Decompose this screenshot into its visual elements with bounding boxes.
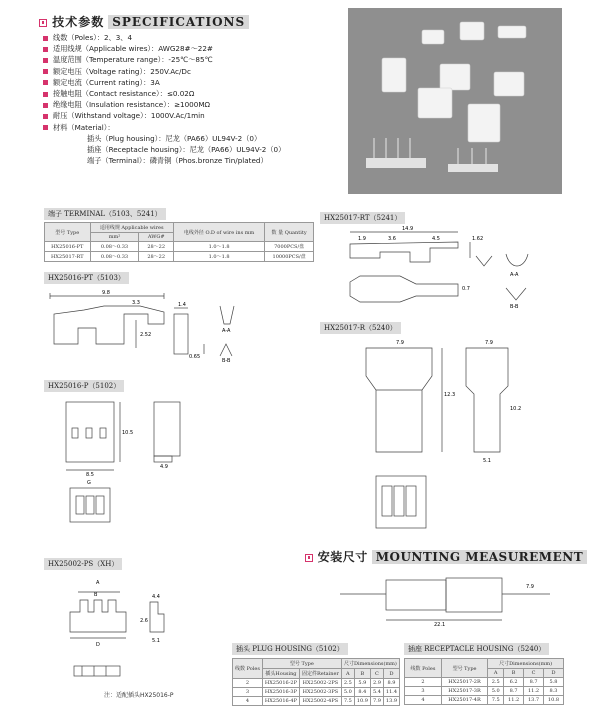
svg-text:0.65: 0.65 xyxy=(189,354,201,360)
svg-text:5.1: 5.1 xyxy=(152,638,160,644)
svg-text:1.62: 1.62 xyxy=(472,236,484,242)
svg-text:5.1: 5.1 xyxy=(483,458,491,464)
table-row: HX25016-PT 0.08～0.33 28～22 1.0～1.8 7000PCS/盘 xyxy=(45,242,314,252)
table-row: 4 HX25016-4P HX25002-4PS 7.5 10.9 7.9 13.9 xyxy=(233,697,400,706)
table-row: 2 HX25017-2R 2.5 6.2 8.7 5.8 xyxy=(405,678,564,687)
terminal-section-label: 端子 TERMINAL（5103、5241） xyxy=(44,208,166,220)
svg-text:A-A: A-A xyxy=(510,272,519,278)
svg-text:3.6: 3.6 xyxy=(388,236,396,242)
svg-text:7.9: 7.9 xyxy=(526,584,534,590)
svg-text:G: G xyxy=(87,480,91,486)
mounting-drawing xyxy=(330,568,570,628)
r-drawing-label: HX25017-R（5240） xyxy=(320,322,401,334)
svg-text:14.9: 14.9 xyxy=(402,226,414,232)
specifications-title: 技术参数 SPECIFICATIONS xyxy=(39,13,249,30)
svg-text:0.7: 0.7 xyxy=(462,286,470,292)
material-item: 插头（Plug housing）：尼龙（PA66）UL94V-2（0） xyxy=(87,133,262,143)
rt-terminal-drawing xyxy=(320,226,560,316)
spec-item: 线数（Poles）：2、3、4 xyxy=(43,32,285,43)
spec-item: 额定电压（Voltage rating）：250V.Ac/Dc xyxy=(43,66,285,77)
pt-drawing-label: HX25016-PT（5103） xyxy=(44,272,129,284)
spec-item: 温度范围（Temperature range）：-25℃～85℃ xyxy=(43,54,285,65)
spec-item: 额定电流（Current rating）：3A xyxy=(43,77,285,88)
svg-text:A: A xyxy=(96,580,100,586)
plug-note: 注：适配插头HX25016-P xyxy=(104,692,174,699)
p-housing-drawing xyxy=(60,396,220,536)
table-row: 3 HX25016-3P HX25002-3PS 5.0 8.4 5.4 11.4 xyxy=(233,688,400,697)
svg-text:1.4: 1.4 xyxy=(178,302,186,308)
svg-text:12.3: 12.3 xyxy=(444,392,456,398)
svg-text:10.2: 10.2 xyxy=(510,406,522,412)
svg-text:4.5: 4.5 xyxy=(432,236,440,242)
section-bullet-icon xyxy=(305,554,313,562)
svg-text:10.5: 10.5 xyxy=(122,430,134,436)
svg-text:B-B: B-B xyxy=(510,304,519,310)
product-photo xyxy=(348,8,562,194)
r-housing-drawing xyxy=(350,336,530,536)
svg-text:4.4: 4.4 xyxy=(152,594,160,600)
ps-retainer-drawing xyxy=(60,572,200,692)
table-row: HX25017-RT 0.08～0.33 28～22 1.0～1.8 10000PCS/盘 xyxy=(45,252,314,262)
receptacle-housing-table: 线数 Poles 型号 Type 尺寸Dimensions(mm) A B C D 2 HX25017-2R 2.5 6.2 8.7 5.8 3 HX25017-3R 5.0 8.7 11.2 8.3 4 HX25017-4R 7.5 11.2 13.7 10.8 xyxy=(404,658,564,705)
spec-item: 材料（Material）： xyxy=(43,122,285,133)
material-item: 端子（Terminal）：磷青铜（Phos.bronze Tin/plated） xyxy=(87,156,268,166)
plug-table-label: 插头 PLUG HOUSING（5102） xyxy=(232,643,348,655)
pt-terminal-drawing xyxy=(44,284,304,364)
svg-text:A-A: A-A xyxy=(222,328,231,334)
plug-housing-table: 线数 Poles 型号 Type 尺寸Dimensions(mm) 插头Housing 固定件Retainer A B C D 2 HX25016-2P HX25002-2PS 2.5 5.9 2.9 8.9 3 HX25016-3P HX25002-3PS 5.0 8.4 5.4 11.4 4 HX25016-4P HX25002-4PS 7.5 10.9 7.9 13.9 xyxy=(232,658,400,706)
material-item: 插座（Receptacle housing）：尼龙（PA66）UL94V-2（0） xyxy=(87,145,286,155)
receptacle-table-label: 插座 RECEPTACLE HOUSING（5240） xyxy=(404,643,549,655)
ps-drawing-label: HX25002-PS（XH） xyxy=(44,558,122,570)
table-row: 2 HX25016-2P HX25002-2PS 2.5 5.9 2.9 8.9 xyxy=(233,679,400,688)
table-row: 4 HX25017-4R 7.5 11.2 13.7 10.8 xyxy=(405,696,564,705)
svg-text:22.1: 22.1 xyxy=(434,622,446,628)
svg-text:B-B: B-B xyxy=(222,358,231,364)
spec-item: 绝缘电阻（Insulation resistance）：≥1000MΩ xyxy=(43,99,285,110)
svg-text:7.9: 7.9 xyxy=(485,340,493,346)
terminal-table: 型号 Type 适用线规 Applicable wires 电线外径 O.D of wire ins mm 数 量 Quantity mm² AWG# HX25016-PT 0.08～0.33 28～22 1.0～1.8 7000PCS/盘 HX25017-RT 0.08～0.33 28～22 1.0～1.8 10000PCS/盘 xyxy=(44,222,314,262)
rt-drawing-label: HX25017-RT（5241） xyxy=(320,212,405,224)
svg-text:7.9: 7.9 xyxy=(396,340,404,346)
spec-list xyxy=(43,32,285,166)
svg-text:D: D xyxy=(96,642,100,648)
table-row: 3 HX25017-3R 5.0 8.7 11.2 8.3 xyxy=(405,687,564,696)
spec-item: 耐压（Withstand voltage）：1000V.Ac/1min xyxy=(43,110,285,121)
svg-text:B: B xyxy=(94,592,98,598)
svg-text:4.9: 4.9 xyxy=(160,464,168,470)
svg-text:8.5: 8.5 xyxy=(86,472,94,478)
svg-text:9.8: 9.8 xyxy=(102,290,110,296)
svg-text:3.3: 3.3 xyxy=(132,300,140,306)
p-drawing-label: HX25016-P（5102） xyxy=(44,380,124,392)
spec-item: 接触电阻（Contact resistance）：≤0.02Ω xyxy=(43,88,285,99)
svg-text:2.6: 2.6 xyxy=(140,618,148,624)
svg-text:2.52: 2.52 xyxy=(140,332,152,338)
spec-item: 适用线规（Applicable wires）：AWG28#～22# xyxy=(43,43,285,54)
svg-text:1.9: 1.9 xyxy=(358,236,366,242)
section-bullet-icon xyxy=(39,19,47,27)
mounting-title: 安装尺寸 MOUNTING MEASUREMENT xyxy=(305,548,587,565)
connector-parts-illustration xyxy=(348,8,562,194)
